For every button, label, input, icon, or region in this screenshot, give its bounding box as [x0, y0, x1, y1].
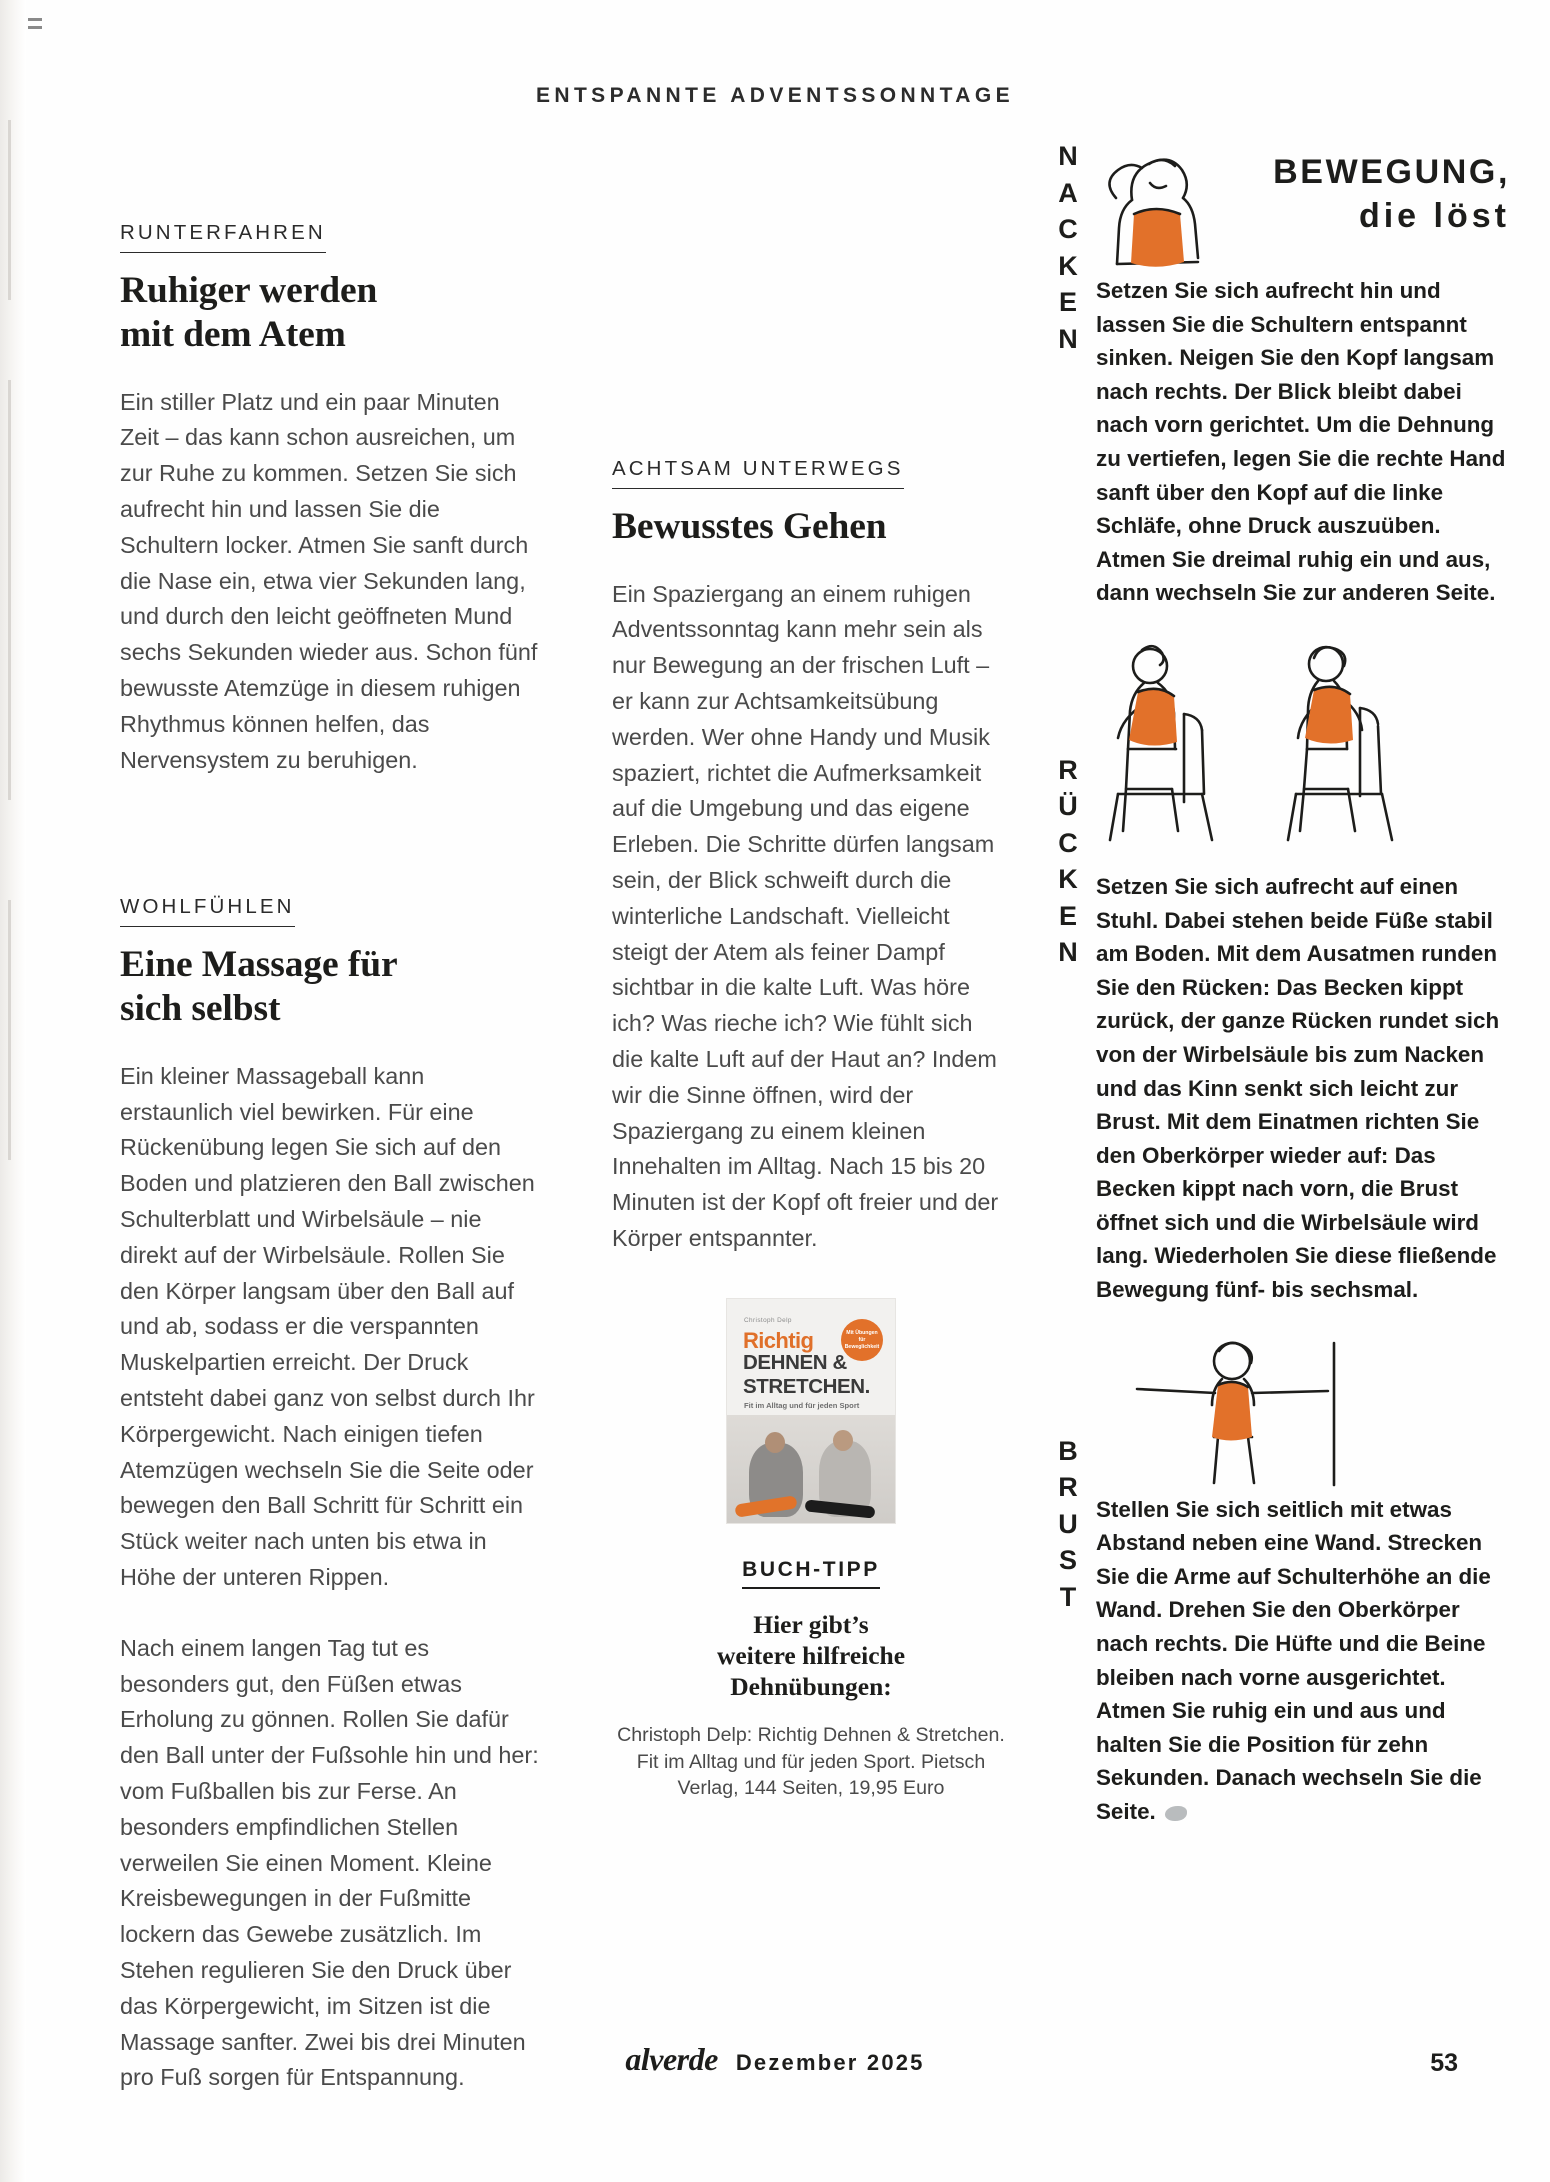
article-runterfahren	[120, 214, 540, 778]
illustration-chest-wall-stretch	[1072, 1337, 1510, 1487]
headline-line-1: Ruhiger werden	[120, 269, 378, 311]
scan-rule	[8, 380, 11, 800]
vertical-letter: N	[1058, 141, 1078, 171]
vertical-letter: R	[1058, 1472, 1078, 1503]
vertical-letter: E	[1058, 287, 1077, 317]
vertical-letter: Ü	[1058, 791, 1078, 822]
article-paragraph: Ein stiller Platz und ein paar Minuten Zeit – das kann schon ausreichen, um zur Ruhe zu kommen. Setzen Sie sich aufrecht hin und lassen Sie die Schultern locker. Atmen Sie sanft durch die Nase ein, etwa vier Sekunden lang, und durch den leicht geöffneten Mund sechs Sekunden wieder aus. Schon fünf bewusste Atemzüge in diesem ruhigen Rhythmus können helfen, das Nervensystem zu beruhigen.	[120, 388, 538, 773]
exercise-text-body: Stellen Sie sich seitlich mit etwas Abstand neben eine Wand. Strecken Sie die Arme auf Schulterhöhe an die Wand. Drehen Sie den Oberkörper nach rechts. Die Hüfte und die Beine bleiben nach vorne ausgerichtet. Atmen Sie ruhig ein und aus und halten Sie die Position für zehn Sekunden. Danach wechseln Sie die Seite.	[1096, 1496, 1491, 1824]
book-tip-meta: Christoph Delp: Richtig Dehnen & Stretchen. Fit im Alltag und für jeden Sport. Pietsch Verlag, 144 Seiten, 19,95 Euro	[617, 1724, 1005, 1799]
illustration-back-rounding	[1058, 644, 1510, 864]
section-title-line-1: BEWEGUNG,	[1273, 153, 1510, 191]
scan-edge	[0, 0, 26, 2182]
article-kicker: RUNTERFAHREN	[120, 222, 326, 253]
vertical-letter: E	[1058, 900, 1077, 931]
vertical-letter: K	[1058, 250, 1078, 281]
vertical-letter: U	[1058, 1508, 1078, 1539]
vertical-letter: C	[1058, 214, 1078, 244]
column-spacer	[120, 778, 540, 888]
exercise-brust	[1048, 1435, 1510, 1829]
vertical-letter: T	[1059, 1581, 1077, 1612]
scan-tick-mark	[28, 26, 42, 29]
headline-line-2: sich selbst	[120, 987, 281, 1029]
book-tip-lead	[612, 1609, 1010, 1702]
article-paragraph: Ein kleiner Massageball kann erstaunlich viel bewirken. Für eine Rückenübung legen Sie sich auf den Boden und platzieren den Ball zwischen Schulterblatt und Wirbelsäule – nie direkt auf der Wirbelsäule. Rollen Sie den Körper langsam über den Ball auf und ab, sodass er die verspannten Muskelpartien erreicht. Der Druck entsteht dabei ganz von selbst durch Ihr Körpergewicht. Nach einigen tiefen Atemzügen wechseln Sie die Seite oder bewegen den Ball Schritt für Schritt ein Stück weiter nach unten bis etwa in Höhe der unteren Rippen.	[120, 1062, 535, 1591]
article-kicker: WOHLFÜHLEN	[120, 896, 295, 927]
exercise-text: Setzen Sie sich aufrecht auf einen Stuhl. Dabei stehen beide Füße stabil am Boden. Mit dem Ausatmen runden Sie den Rücken: Das Becken kippt zurück, der ganze Rücken rundet sich von der Wirbelsäule bis zum Nacken und das Kinn senkt sich leicht zur Brust. Mit dem Einatmen richten Sie den Oberkörper wieder auf: Das Becken kippt nach vorn, die Brust öffnet sich und die Wirbelsäule wird lang. Wiederholen Sie diese fließende Bewegung fünf- bis sechsmal.	[1096, 873, 1500, 1303]
book-cover-author: Christoph Delp	[744, 1317, 792, 1324]
vertical-letter: N	[1058, 937, 1078, 968]
article-headline	[120, 943, 540, 1031]
illustration-neck-stretch	[1054, 142, 1510, 292]
exercise-label-nacken	[1048, 138, 1088, 357]
article-wohlfuehlen	[120, 888, 540, 2096]
vertical-letter: R	[1058, 754, 1078, 785]
article-headline	[120, 269, 540, 357]
issue-date: Dezember 2025	[735, 2050, 925, 2075]
magazine-brand: alverde	[625, 2041, 718, 2077]
article-headline: Bewusstes Gehen	[612, 505, 887, 547]
book-cover-subtitle: Fit im Alltag und für jeden Sport	[744, 1401, 860, 1410]
vertical-letter: N	[1058, 323, 1078, 354]
end-of-article-mark	[1165, 1806, 1187, 1821]
section-title-line-2: die löst	[1358, 197, 1510, 235]
scan-rule	[8, 900, 11, 1160]
article-paragraph: Nach einem langen Tag tut es besonders gut, den Füßen etwas Erholung zu gönnen. Rollen Sie dafür den Ball unter der Fußsohle hin und her: vom Fußballen bis zur Ferse. An besonders empfindlichen Stellen verweilen Sie einen Moment. Kleine Kreisbewegungen in der Fußmitte lockern das Gewebe zusätzlich. Im Stehen regulieren Sie den Druck über das Körpergewicht, im Sitzen ist die Massage sanfter. Zwei bis drei Minuten pro Fuß sorgen für Entspannung.	[120, 1634, 539, 2091]
vertical-letter: S	[1058, 1545, 1077, 1576]
vertical-letter: K	[1058, 864, 1078, 895]
book-tip-kicker: BUCH-TIPP	[742, 1558, 880, 1589]
vertical-letter: A	[1058, 177, 1078, 208]
page-number: 53	[1430, 2049, 1458, 2077]
middle-column	[612, 450, 1010, 1257]
vertical-letter: B	[1058, 1435, 1078, 1466]
exercise-label-brust	[1048, 1433, 1088, 1616]
book-cover-title-line-1: Richtig	[743, 1328, 814, 1353]
scan-rule	[8, 120, 11, 300]
left-column	[120, 214, 540, 2096]
vertical-letter: C	[1058, 827, 1078, 858]
exercise-text	[1096, 1493, 1510, 1829]
page-footer	[0, 2041, 1550, 2078]
exercise-label-ruecken	[1048, 752, 1088, 971]
book-cover-title-line-2: DEHNEN &	[743, 1351, 847, 1374]
article-kicker: ACHTSAM UNTERWEGS	[612, 458, 904, 489]
book-tip-lead-line-2: weitere hilfreiche	[716, 1641, 906, 1670]
book-cover-image	[726, 1298, 896, 1524]
exercise-text: Setzen Sie sich aufrecht hin und lassen Sie die Schultern entspannt sinken. Neigen Sie den Kopf langsam nach rechts. Der Blick bleibt dabei nach vorn gerichtet. Um die Dehnung zu vertiefen, legen Sie die rechte Hand sanft über den Kopf auf die linke Schläfe, ohne Druck auszuüben. Atmen Sie dreimal ruhig ein und aus, dann wechseln Sie zur anderen Seite.	[1096, 278, 1506, 606]
running-head: ENTSPANNTE ADVENTSSONNTAGE	[535, 84, 1015, 107]
scan-tick-mark	[28, 18, 42, 21]
book-tip-lead-line-3: Dehnübungen:	[730, 1672, 892, 1701]
book-cover-photo	[727, 1415, 895, 1523]
exercise-ruecken	[1048, 754, 1510, 1307]
right-column	[1048, 141, 1510, 1829]
article-paragraph: Ein Spaziergang an einem ruhigen Adventssonntag kann mehr sein als nur Bewegung an der frischen Luft – er kann zur Achtsamkeitsübung werden. Wer ohne Handy und Musik spaziert, richtet die Aufmerksamkeit auf die Umgebung und das eigene Erleben. Die Schritte dürfen langsam sein, der Blick schweift durch die winterliche Landschaft. Vielleicht steigt der Atem als feiner Dampf sichtbar in die kalte Luft. Was höre ich? Was rieche ich? Wie fühlt sich die kalte Luft auf der Haut an? Indem wir die Sinne öffnen, wird der Spaziergang zu einem kleinen Innehalten im Alltag. Nach 15 bis 20 Minuten ist der Kopf oft freier und der Körper entspannter.	[612, 580, 999, 1251]
cover-figure-head	[765, 1432, 785, 1453]
headline-line-2: mit dem Atem	[120, 313, 346, 355]
book-tip-box	[612, 1298, 1010, 1802]
cover-figure-head	[833, 1430, 853, 1451]
book-cover-title-line-3: STRETCHEN.	[743, 1375, 870, 1398]
headline-line-1: Eine Massage für	[120, 943, 398, 985]
book-tip-lead-line-1: Hier gibt’s	[753, 1610, 869, 1639]
book-cover-badge: Mit Übungen für Beweglichkeit	[841, 1319, 883, 1361]
